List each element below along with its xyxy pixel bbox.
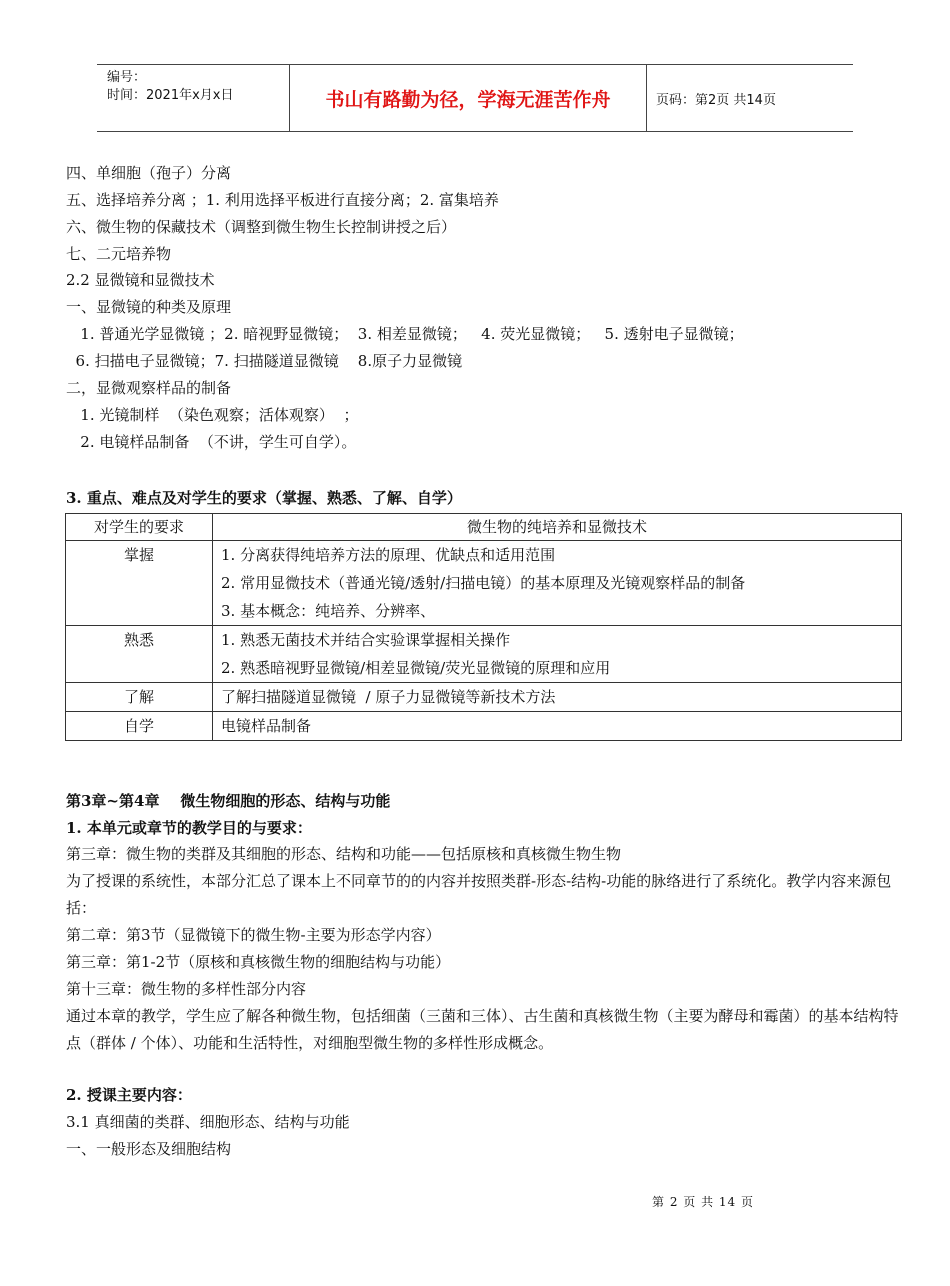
table-header-row [66,514,902,541]
table-row [66,541,902,626]
table-row [66,626,902,683]
text-line: 六、微生物的保藏技术（调整到微生物生长控制讲授之后） [66,218,457,236]
text-line: 一、显微镜的种类及原理 [66,298,232,316]
paragraph: 第十三章：微生物的多样性部分内容 [66,980,307,998]
level-cell: 熟悉 [123,631,154,649]
item-cell: 1. 分离获得纯培养方法的原理、优缺点和适用范围 [221,546,556,564]
text-line: 3.1 真细菌的类群、细胞形态、结构与功能 [66,1113,350,1131]
chapter-title: 第3章~第4章 微生物细胞的形态、结构与功能 [66,792,391,810]
text-line: 五、选择培养分离 ；1. 利用选择平板进行直接分离；2. 富集培养 [66,191,499,209]
text-line: 6. 扫描电子显微镜；7. 扫描隧道显微镜 8.原子力显微镜 [66,352,463,370]
table-row [66,712,902,741]
text-line: 一、一般形态及细胞结构 [66,1140,232,1158]
page-footer: 第 2 页 共 14 页 [652,1195,754,1209]
header-meta [97,65,290,131]
time-label: 时间：2021年x月x日 [107,88,234,103]
table-row [66,683,902,712]
level-cell: 了解 [123,688,154,706]
table-header-cell: 微生物的纯培养和显微技术 [466,518,647,536]
header-motto: 书山有路勤为径，学海无涯苦作舟 [290,65,647,131]
page-header [97,64,853,132]
text-line: 1. 光镜制样 （染色观察；活体观察） ； [66,406,359,424]
paragraph: 为了授课的系统性，本部分汇总了课本上不同章节的的内容并按照类群-形态-结构-功能的脉络进行了系统化。教学内容来源包括： [66,872,892,917]
item-cell: 2. 熟悉暗视野显微镜/相差显微镜/荧光显微镜的原理和应用 [221,659,611,677]
item-cell: 电镜样品制备 [221,717,312,735]
item-cell: 3. 基本概念：纯培养、分辨率、 [221,602,436,620]
text-line: 二，显微观察样品的制备 [66,379,232,397]
level-cell: 掌握 [123,546,154,564]
chapter-body [66,841,902,1057]
text-line: 四、单细胞（孢子）分离 [66,164,232,182]
table-header-cell: 对学生的要求 [93,518,184,536]
content-heading: 2. 授课主要内容： [66,1086,192,1104]
paragraph: 第二章：第3节（显微镜下的微生物-主要为形态学内容） [66,926,441,944]
item-cell: 2. 常用显微技术（普通光镜/透射/扫描电镜）的基本原理及光镜观察样品的制备 [221,574,746,592]
paragraph: 第三章：第1-2节（原核和真核微生物的细胞结构与功能） [66,953,451,971]
paragraph: 第三章：微生物的类群及其细胞的形态、结构和功能——包括原核和真核微生物生物 [66,845,622,863]
paragraph: 通过本章的教学，学生应了解各种微生物，包括细菌（三菌和三体）、古生菌和真核微生物（主要为酵母和霉菌）的基本结构特点（群体 / 个体）、功能和生活特性，对细胞型微生物的多样性形成概念。 [66,1007,899,1052]
text-line: 七、二元培养物 [66,245,172,263]
objective-heading: 1. 本单元或章节的教学目的与要求： [66,819,312,837]
header-page: 页码：第2页 共14页 [656,92,776,108]
item-cell: 了解扫描隧道显微镜 / 原子力显微镜等新技术方法 [221,688,556,706]
text-line: 2. 电镜样品制备 （不讲，学生可自学）。 [66,433,357,451]
level-cell: 自学 [123,717,154,735]
text-line: 1. 普通光学显微镜 ；2. 暗视野显微镜； 3. 相差显微镜； 4. 荧光显微镜； 5. 透射电子显微镜； [66,325,744,343]
text-line: 2.2 显微镜和显微技术 [66,271,215,289]
item-cell: 1. 熟悉无菌技术并结合实验课掌握相关操作 [221,631,511,649]
number-label: 编号： [107,70,147,85]
requirements-table [65,513,902,741]
requirements-heading: 3. 重点、难点及对学生的要求（掌握、熟悉、了解、自学） [66,489,462,507]
